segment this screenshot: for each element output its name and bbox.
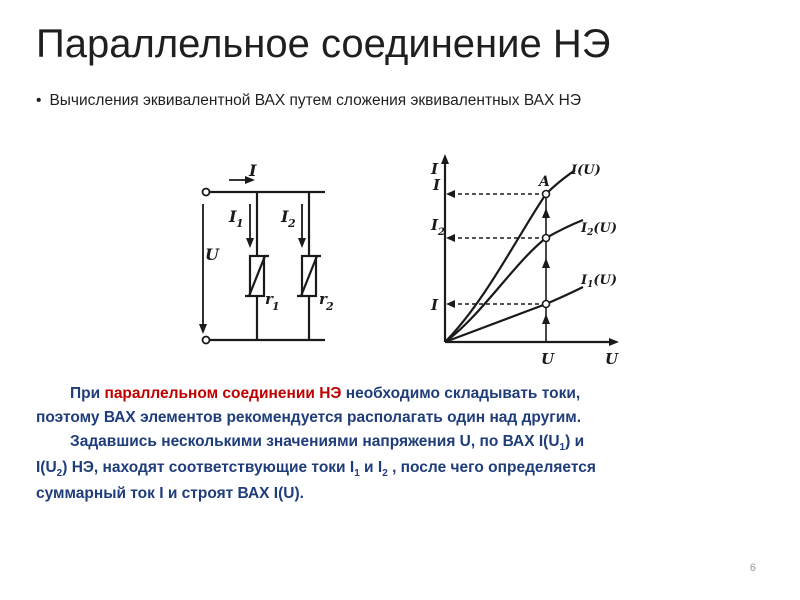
arrow-up-3: [542, 208, 550, 218]
p4-d: , после чего определяется: [387, 459, 596, 476]
p4-c: и I: [359, 459, 383, 476]
point-i2: [543, 235, 550, 242]
paragraph-line-1: [70, 381, 798, 406]
label-u-mark: U: [541, 350, 555, 368]
label-x-axis: U: [605, 350, 619, 368]
iv-graph: [415, 152, 625, 372]
label-i-1: I: [431, 296, 439, 314]
arrow-i-1: [446, 300, 455, 308]
paragraph-line-2: поэтому ВАХ элементов рекомендуется располагать один над другим.: [36, 409, 582, 426]
label-curve-total: I(U): [571, 163, 601, 178]
label-curve-2: $I_2(U)$: [581, 221, 617, 238]
page-number: 6: [749, 562, 756, 574]
y-axis-arrowhead: [441, 154, 449, 164]
label-curve-1: $I_1(U)$: [581, 273, 617, 290]
arrow-up-1: [542, 314, 550, 324]
label-current-1: I: [229, 207, 237, 226]
terminal-bottom: [203, 337, 210, 344]
p3-end: ) и: [565, 433, 585, 450]
label-point-a: A: [539, 174, 550, 190]
label-r1-sub: 1: [272, 300, 280, 313]
arrow-i-2: [446, 234, 455, 242]
slide-title: Параллельное соединение НЭ: [36, 22, 611, 66]
p4-sub-c: 2: [382, 468, 388, 480]
label-current-total: I: [249, 161, 257, 180]
p1-start: При: [70, 385, 105, 402]
arrow-up-2: [542, 258, 550, 268]
terminal-top: [203, 189, 210, 196]
label-r2: r: [319, 290, 327, 308]
bullet-text: [36, 92, 581, 110]
bullet-label: Вычисления эквивалентной ВАХ путем сложения эквивалентных ВАХ НЭ: [49, 92, 581, 109]
label-r2-sub: 2: [326, 300, 334, 313]
current-2-arrowhead: [298, 238, 306, 248]
p4-sub-b: 1: [354, 468, 360, 480]
p3-sub: 1: [559, 442, 566, 454]
label-i-2: I: [431, 216, 439, 234]
curve-1: [445, 287, 583, 342]
label-r1: r: [265, 290, 273, 308]
voltage-arrowhead: [199, 324, 207, 334]
p4-b: ) НЭ, находят соответствующие токи I: [62, 459, 355, 476]
label-current-2: I: [281, 207, 289, 226]
p4-sub-a: 2: [56, 468, 63, 480]
current-1-arrowhead: [246, 238, 254, 248]
p1-end: необходимо складывать токи,: [341, 385, 581, 402]
circuit-diagram: [185, 160, 360, 360]
label-y-axis: I: [431, 160, 439, 178]
arrow-i-total: [446, 190, 455, 198]
point-a: [543, 191, 550, 198]
x-axis-arrowhead: [609, 338, 619, 346]
label-current-1-sub: 1: [236, 217, 244, 230]
curve-total: [445, 170, 575, 342]
p1-highlight: параллельном соединении НЭ: [104, 385, 342, 402]
point-i1: [543, 301, 550, 308]
label-voltage: U: [205, 245, 219, 264]
p3-start: Задавшись несколькими значениями напряжения U, по ВАХ I(U: [70, 433, 560, 450]
label-i-total: I: [433, 176, 441, 194]
paragraph-line-5: суммарный ток I и строят ВАХ I(U).: [36, 485, 304, 502]
label-current-2-sub: 2: [288, 217, 296, 230]
p4-a: I(U: [36, 459, 57, 476]
nonlinear-mark-r2: [297, 256, 321, 296]
label-i-2-sub: 2: [438, 227, 445, 238]
bullet-dot: •: [36, 92, 42, 109]
